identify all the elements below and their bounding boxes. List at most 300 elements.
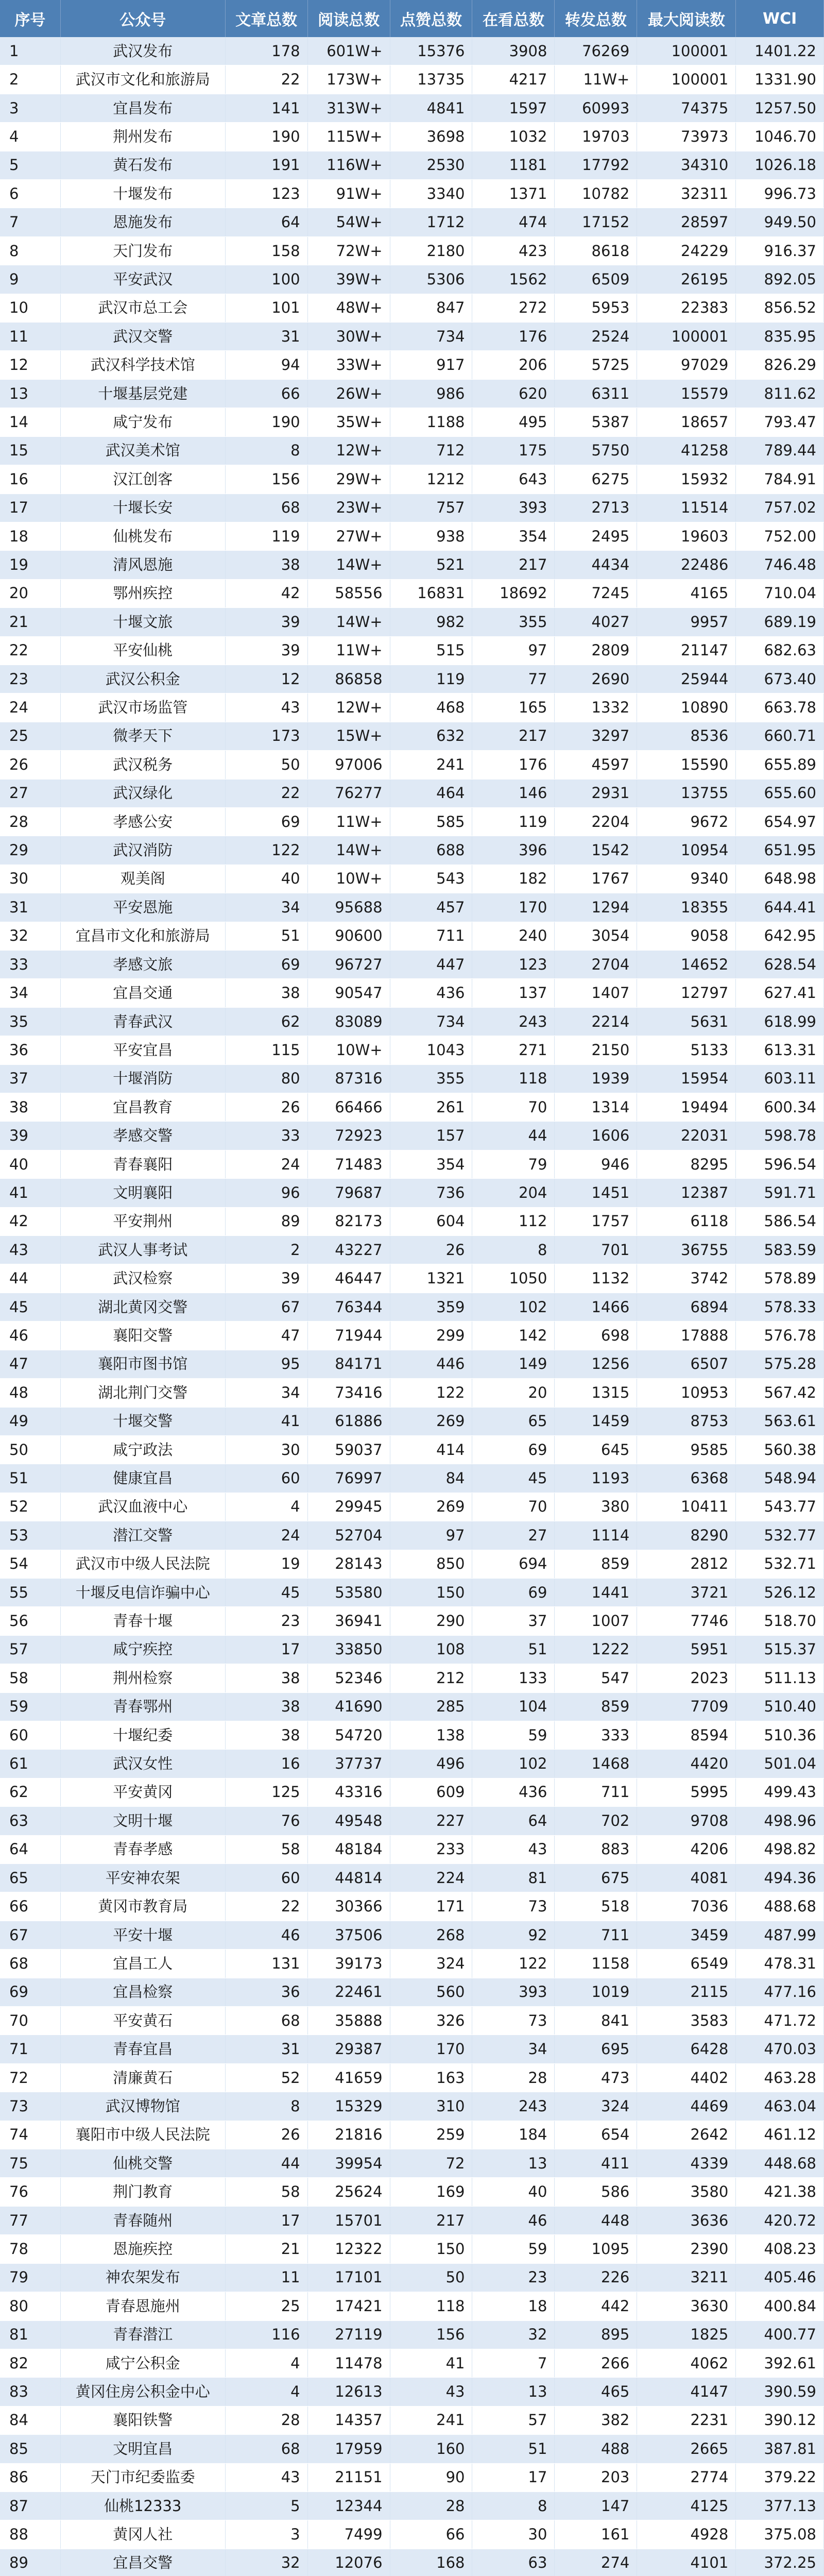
col-account-cell: 十堰交警	[60, 1407, 225, 1435]
col-likes-cell: 212	[390, 1664, 472, 1692]
col-reads-cell: 27119	[307, 2320, 390, 2349]
col-watching-cell: 133	[472, 1664, 555, 1692]
col-wci-cell: 654.97	[736, 807, 824, 836]
col-account-cell: 黄石发布	[60, 151, 225, 179]
col-reads-cell: 36941	[307, 1607, 390, 1635]
col-wci-cell: 532.77	[736, 1521, 824, 1550]
col-watching-cell: 18	[472, 2292, 555, 2320]
table-row	[0, 665, 824, 693]
table-row	[0, 1978, 824, 2006]
col-max-reads-cell: 15590	[637, 751, 736, 779]
col-shares-cell: 465	[555, 2378, 637, 2406]
col-reads-cell: 72923	[307, 1122, 390, 1150]
col-index-cell: 61	[0, 1750, 60, 1778]
col-likes-cell: 521	[390, 551, 472, 579]
col-reads-cell: 91W+	[307, 180, 390, 208]
col-watching-cell: 146	[472, 779, 555, 807]
col-articles-cell: 26	[225, 2121, 307, 2149]
col-watching-header: 在看总数	[472, 0, 555, 37]
col-reads-cell: 84171	[307, 1350, 390, 1378]
col-reads-cell: 39W+	[307, 265, 390, 294]
col-watching-cell: 18692	[472, 579, 555, 607]
col-articles-cell: 58	[225, 1835, 307, 1863]
col-account-cell: 十堰长安	[60, 494, 225, 522]
col-shares-cell: 274	[555, 2549, 637, 2576]
col-max-reads-cell: 15954	[637, 1064, 736, 1093]
col-articles-cell: 44	[225, 2149, 307, 2178]
col-max-reads-cell: 5951	[637, 1635, 736, 1664]
col-watching-cell: 165	[472, 693, 555, 722]
col-reads-cell: 44814	[307, 1864, 390, 1892]
col-articles-cell: 24	[225, 1521, 307, 1550]
col-shares-cell: 4434	[555, 551, 637, 579]
col-watching-cell: 13	[472, 2149, 555, 2178]
col-wci-cell: 648.98	[736, 865, 824, 893]
col-articles-cell: 41	[225, 1407, 307, 1435]
col-likes-cell: 41	[390, 2349, 472, 2377]
table-row	[0, 1093, 824, 1122]
col-articles-cell: 34	[225, 893, 307, 922]
col-shares-cell: 19703	[555, 123, 637, 151]
col-watching-cell: 122	[472, 1950, 555, 1978]
col-likes-cell: 268	[390, 1921, 472, 1949]
col-wci-cell: 673.40	[736, 665, 824, 693]
col-shares-cell: 226	[555, 2263, 637, 2292]
col-wci-cell: 567.42	[736, 1379, 824, 1407]
col-watching-cell: 1050	[472, 1264, 555, 1293]
col-account-cell: 武汉科学技术馆	[60, 351, 225, 379]
col-articles-cell: 43	[225, 693, 307, 722]
col-shares-cell: 1757	[555, 1207, 637, 1235]
col-account-cell: 青春潜江	[60, 2320, 225, 2349]
col-reads-cell: 66466	[307, 1093, 390, 1122]
col-shares-cell: 203	[555, 2463, 637, 2492]
col-max-reads-cell: 32311	[637, 180, 736, 208]
col-wci-cell: 682.63	[736, 636, 824, 665]
table-row	[0, 236, 824, 265]
table-row	[0, 1607, 824, 1635]
col-wci-cell: 461.12	[736, 2121, 824, 2149]
table-row	[0, 1464, 824, 1493]
col-index-cell: 72	[0, 2063, 60, 2092]
col-max-reads-cell: 14652	[637, 951, 736, 979]
col-wci-cell: 1401.22	[736, 37, 824, 65]
table-row	[0, 1407, 824, 1435]
col-articles-cell: 8	[225, 436, 307, 465]
col-shares-cell: 7245	[555, 579, 637, 607]
col-max-reads-cell: 2023	[637, 1664, 736, 1692]
col-index-cell: 24	[0, 693, 60, 722]
table-row	[0, 636, 824, 665]
col-watching-cell: 393	[472, 1978, 555, 2006]
col-wci-cell: 390.12	[736, 2406, 824, 2434]
col-index-cell: 79	[0, 2263, 60, 2292]
col-watching-cell: 65	[472, 1407, 555, 1435]
col-reads-cell: 41690	[307, 1692, 390, 1721]
col-max-reads-cell: 6368	[637, 1464, 736, 1493]
col-max-reads-cell: 22031	[637, 1122, 736, 1150]
col-articles-cell: 43	[225, 2463, 307, 2492]
col-index-cell: 52	[0, 1493, 60, 1521]
col-account-cell: 武汉血液中心	[60, 1493, 225, 1521]
col-likes-cell: 13735	[390, 65, 472, 94]
col-likes-cell: 299	[390, 1321, 472, 1350]
col-account-header: 公众号	[60, 0, 225, 37]
col-watching-cell: 495	[472, 408, 555, 436]
col-wci-cell: 663.78	[736, 693, 824, 722]
col-shares-cell: 654	[555, 2121, 637, 2149]
col-watching-cell: 184	[472, 2121, 555, 2149]
col-shares-cell: 2713	[555, 494, 637, 522]
col-articles-cell: 89	[225, 1207, 307, 1235]
col-reads-cell: 29387	[307, 2035, 390, 2063]
col-account-cell: 孝感公安	[60, 807, 225, 836]
col-shares-header: 转发总数	[555, 0, 637, 37]
col-wci-cell: 498.96	[736, 1807, 824, 1835]
col-likes-cell: 66	[390, 2520, 472, 2549]
col-reads-cell: 48W+	[307, 294, 390, 322]
col-likes-cell: 632	[390, 722, 472, 750]
col-watching-cell: 64	[472, 1807, 555, 1835]
col-wci-cell: 618.99	[736, 1007, 824, 1036]
col-account-cell: 平安荆州	[60, 1207, 225, 1235]
col-reads-cell: 21816	[307, 2121, 390, 2149]
col-max-reads-cell: 10411	[637, 1493, 736, 1521]
col-articles-cell: 16	[225, 1750, 307, 1778]
table-row	[0, 1750, 824, 1778]
col-reads-cell: 76277	[307, 779, 390, 807]
col-wci-cell: 408.23	[736, 2235, 824, 2263]
col-index-cell: 87	[0, 2492, 60, 2520]
table-row	[0, 1321, 824, 1350]
col-reads-cell: 12344	[307, 2492, 390, 2520]
col-likes-cell: 156	[390, 2320, 472, 2349]
col-index-cell: 31	[0, 893, 60, 922]
col-likes-cell: 3340	[390, 180, 472, 208]
col-account-cell: 平安恩施	[60, 893, 225, 922]
col-watching-cell: 28	[472, 2063, 555, 2092]
col-watching-cell: 59	[472, 2235, 555, 2263]
col-max-reads-cell: 100001	[637, 37, 736, 65]
col-watching-cell: 393	[472, 494, 555, 522]
col-likes-cell: 585	[390, 807, 472, 836]
col-account-cell: 十堰消防	[60, 1064, 225, 1093]
col-shares-cell: 442	[555, 2292, 637, 2320]
col-likes-cell: 447	[390, 951, 472, 979]
col-wci-cell: 586.54	[736, 1207, 824, 1235]
col-reads-cell: 15701	[307, 2206, 390, 2234]
col-shares-cell: 1451	[555, 1179, 637, 1207]
col-index-cell: 64	[0, 1835, 60, 1863]
col-shares-cell: 2214	[555, 1007, 637, 1036]
col-watching-cell: 45	[472, 1464, 555, 1493]
col-likes-cell: 269	[390, 1493, 472, 1521]
col-account-cell: 微孝天下	[60, 722, 225, 750]
table-row	[0, 2263, 824, 2292]
col-max-reads-cell: 18355	[637, 893, 736, 922]
col-wci-cell: 511.13	[736, 1664, 824, 1692]
col-wci-cell: 494.36	[736, 1864, 824, 1892]
col-articles-cell: 17	[225, 2206, 307, 2234]
table-header	[0, 0, 824, 37]
col-account-cell: 武汉市总工会	[60, 294, 225, 322]
col-wci-cell: 784.91	[736, 465, 824, 494]
col-max-reads-cell: 8536	[637, 722, 736, 750]
col-wci-cell: 598.78	[736, 1122, 824, 1150]
col-articles-cell: 19	[225, 1550, 307, 1578]
col-wci-cell: 1257.50	[736, 94, 824, 122]
col-watching-cell: 643	[472, 465, 555, 494]
col-articles-cell: 76	[225, 1807, 307, 1835]
col-index-cell: 57	[0, 1635, 60, 1664]
table-row	[0, 1435, 824, 1464]
col-reads-cell: 15329	[307, 2092, 390, 2121]
col-likes-cell: 241	[390, 2406, 472, 2434]
col-wci-cell: 644.41	[736, 893, 824, 922]
col-watching-cell: 102	[472, 1750, 555, 1778]
col-likes-cell: 688	[390, 836, 472, 865]
table-row	[0, 465, 824, 494]
col-reads-cell: 17101	[307, 2263, 390, 2292]
col-index-cell: 65	[0, 1864, 60, 1892]
col-shares-cell: 2524	[555, 323, 637, 351]
col-account-cell: 平安黄石	[60, 2007, 225, 2035]
col-account-cell: 青春随州	[60, 2206, 225, 2234]
col-index-cell: 75	[0, 2149, 60, 2178]
col-wci-cell: 471.72	[736, 2007, 824, 2035]
col-watching-cell: 40	[472, 2178, 555, 2206]
col-account-cell: 仙桃12333	[60, 2492, 225, 2520]
col-shares-cell: 1158	[555, 1950, 637, 1978]
table-row	[0, 522, 824, 550]
col-reads-cell: 43316	[307, 1778, 390, 1806]
table-row	[0, 65, 824, 94]
col-wci-cell: 583.59	[736, 1236, 824, 1264]
col-account-cell: 襄阳市中级人民法院	[60, 2121, 225, 2149]
col-index-cell: 14	[0, 408, 60, 436]
col-likes-cell: 2180	[390, 236, 472, 265]
table-row	[0, 2349, 824, 2377]
col-watching-cell: 620	[472, 379, 555, 408]
col-account-cell: 青春襄阳	[60, 1150, 225, 1178]
col-max-reads-cell: 3630	[637, 2292, 736, 2320]
col-account-cell: 恩施疾控	[60, 2235, 225, 2263]
col-likes-cell: 171	[390, 1892, 472, 1921]
col-shares-cell: 711	[555, 1778, 637, 1806]
col-articles-cell: 50	[225, 751, 307, 779]
col-likes-cell: 26	[390, 1236, 472, 1264]
col-account-cell: 潜江交警	[60, 1521, 225, 1550]
col-reads-cell: 87316	[307, 1064, 390, 1093]
col-index-cell: 63	[0, 1807, 60, 1835]
col-articles-cell: 38	[225, 1721, 307, 1749]
col-shares-cell: 1441	[555, 1578, 637, 1606]
col-shares-cell: 17152	[555, 208, 637, 236]
col-likes-cell: 355	[390, 1064, 472, 1093]
col-articles-cell: 36	[225, 1978, 307, 2006]
col-watching-cell: 217	[472, 722, 555, 750]
col-reads-cell: 71483	[307, 1150, 390, 1178]
col-max-reads-cell: 4402	[637, 2063, 736, 2092]
col-index-cell: 89	[0, 2549, 60, 2576]
table-row	[0, 294, 824, 322]
col-index-cell: 35	[0, 1007, 60, 1036]
col-index-cell: 77	[0, 2206, 60, 2234]
col-shares-cell: 1132	[555, 1264, 637, 1293]
col-watching-cell: 34	[472, 2035, 555, 2063]
col-account-cell: 孝感交警	[60, 1122, 225, 1150]
col-articles-cell: 2	[225, 1236, 307, 1264]
col-max-reads-cell: 10953	[637, 1379, 736, 1407]
table-row	[0, 2463, 824, 2492]
col-articles-cell: 66	[225, 379, 307, 408]
col-index-cell: 19	[0, 551, 60, 579]
col-max-reads-cell: 34310	[637, 151, 736, 179]
col-max-reads-cell: 2390	[637, 2235, 736, 2263]
col-reads-cell: 25624	[307, 2178, 390, 2206]
col-shares-cell: 76269	[555, 37, 637, 65]
col-index-cell: 62	[0, 1778, 60, 1806]
col-likes-cell: 1043	[390, 1036, 472, 1064]
col-wci-cell: 710.04	[736, 579, 824, 607]
col-articles-cell: 100	[225, 265, 307, 294]
col-articles-cell: 40	[225, 865, 307, 893]
col-account-cell: 武汉发布	[60, 37, 225, 65]
col-likes-cell: 847	[390, 294, 472, 322]
col-likes-cell: 150	[390, 1578, 472, 1606]
col-account-cell: 宜昌发布	[60, 94, 225, 122]
col-shares-cell: 695	[555, 2035, 637, 2063]
col-watching-cell: 30	[472, 2520, 555, 2549]
col-index-cell: 44	[0, 1264, 60, 1293]
col-articles-cell: 60	[225, 1864, 307, 1892]
table-row	[0, 1150, 824, 1178]
col-watching-cell: 1032	[472, 123, 555, 151]
col-wci-cell: 510.36	[736, 1721, 824, 1749]
col-watching-cell: 77	[472, 665, 555, 693]
col-likes-cell: 84	[390, 1464, 472, 1493]
col-shares-cell: 380	[555, 1493, 637, 1521]
col-max-reads-cell: 12387	[637, 1179, 736, 1207]
col-index-cell: 21	[0, 608, 60, 636]
col-account-cell: 荆州发布	[60, 123, 225, 151]
col-account-cell: 咸宁政法	[60, 1435, 225, 1464]
col-reads-cell: 52704	[307, 1521, 390, 1550]
col-account-cell: 宜昌检察	[60, 1978, 225, 2006]
col-shares-cell: 4027	[555, 608, 637, 636]
col-index-cell: 51	[0, 1464, 60, 1493]
col-index-cell: 47	[0, 1350, 60, 1378]
col-shares-cell: 5750	[555, 436, 637, 465]
col-watching-cell: 204	[472, 1179, 555, 1207]
col-articles-cell: 39	[225, 636, 307, 665]
col-watching-cell: 43	[472, 1835, 555, 1863]
col-index-cell: 17	[0, 494, 60, 522]
table-row	[0, 836, 824, 865]
col-watching-cell: 97	[472, 636, 555, 665]
col-account-cell: 十堰文旅	[60, 608, 225, 636]
col-shares-cell: 1294	[555, 893, 637, 922]
col-shares-cell: 17792	[555, 151, 637, 179]
col-shares-cell: 2204	[555, 807, 637, 836]
col-wci-cell: 448.68	[736, 2149, 824, 2178]
col-index-cell: 38	[0, 1093, 60, 1122]
table-row	[0, 1692, 824, 1721]
col-max-reads-cell: 7709	[637, 1692, 736, 1721]
col-likes-cell: 233	[390, 1835, 472, 1863]
col-shares-cell: 6509	[555, 265, 637, 294]
col-account-cell: 清廉黄石	[60, 2063, 225, 2092]
col-likes-cell: 609	[390, 1778, 472, 1806]
col-reads-cell: 35888	[307, 2007, 390, 2035]
col-wci-cell: 811.62	[736, 379, 824, 408]
col-wci-cell: 548.94	[736, 1464, 824, 1493]
col-reads-cell: 28143	[307, 1550, 390, 1578]
table-row	[0, 1264, 824, 1293]
col-max-reads-cell: 9957	[637, 608, 736, 636]
table-row	[0, 94, 824, 122]
col-max-reads-cell: 8290	[637, 1521, 736, 1550]
col-wci-cell: 578.33	[736, 1293, 824, 1321]
col-likes-cell: 15376	[390, 37, 472, 65]
col-index-cell: 7	[0, 208, 60, 236]
table-row	[0, 151, 824, 179]
col-shares-cell: 4597	[555, 751, 637, 779]
col-index-cell: 11	[0, 323, 60, 351]
col-max-reads-cell: 8753	[637, 1407, 736, 1435]
col-reads-cell: 53580	[307, 1578, 390, 1606]
col-index-cell: 56	[0, 1607, 60, 1635]
col-reads-cell: 79687	[307, 1179, 390, 1207]
col-index-cell: 20	[0, 579, 60, 607]
col-wci-cell: 996.73	[736, 180, 824, 208]
col-reads-cell: 83089	[307, 1007, 390, 1036]
col-account-cell: 武汉绿化	[60, 779, 225, 807]
col-wci-cell: 400.84	[736, 2292, 824, 2320]
col-wci-cell: 603.11	[736, 1064, 824, 1093]
table-row	[0, 1293, 824, 1321]
col-likes-cell: 50	[390, 2263, 472, 2292]
table-row	[0, 1921, 824, 1949]
col-reads-cell: 313W+	[307, 94, 390, 122]
col-watching-cell: 46	[472, 2206, 555, 2234]
col-wci-cell: 892.05	[736, 265, 824, 294]
col-reads-cell: 96727	[307, 951, 390, 979]
col-reads-cell: 14W+	[307, 551, 390, 579]
table-row	[0, 2178, 824, 2206]
col-shares-cell: 2809	[555, 636, 637, 665]
col-index-cell: 12	[0, 351, 60, 379]
col-account-cell: 仙桃交警	[60, 2149, 225, 2178]
col-account-cell: 宜昌工人	[60, 1950, 225, 1978]
col-wci-cell: 1026.18	[736, 151, 824, 179]
col-shares-cell: 147	[555, 2492, 637, 2520]
col-likes-header: 点赞总数	[390, 0, 472, 37]
col-watching-cell: 240	[472, 922, 555, 950]
col-account-cell: 平安宜昌	[60, 1036, 225, 1064]
col-index-cell: 80	[0, 2292, 60, 2320]
col-max-reads-cell: 3580	[637, 2178, 736, 2206]
col-account-cell: 宜昌市文化和旅游局	[60, 922, 225, 950]
col-watching-cell: 176	[472, 751, 555, 779]
col-wci-cell: 563.61	[736, 1407, 824, 1435]
col-wci-cell: 526.12	[736, 1578, 824, 1606]
col-account-cell: 湖北黄冈交警	[60, 1293, 225, 1321]
col-max-reads-cell: 2115	[637, 1978, 736, 2006]
table-row	[0, 1892, 824, 1921]
col-reads-cell: 10W+	[307, 1036, 390, 1064]
col-wci-cell: 600.34	[736, 1093, 824, 1122]
